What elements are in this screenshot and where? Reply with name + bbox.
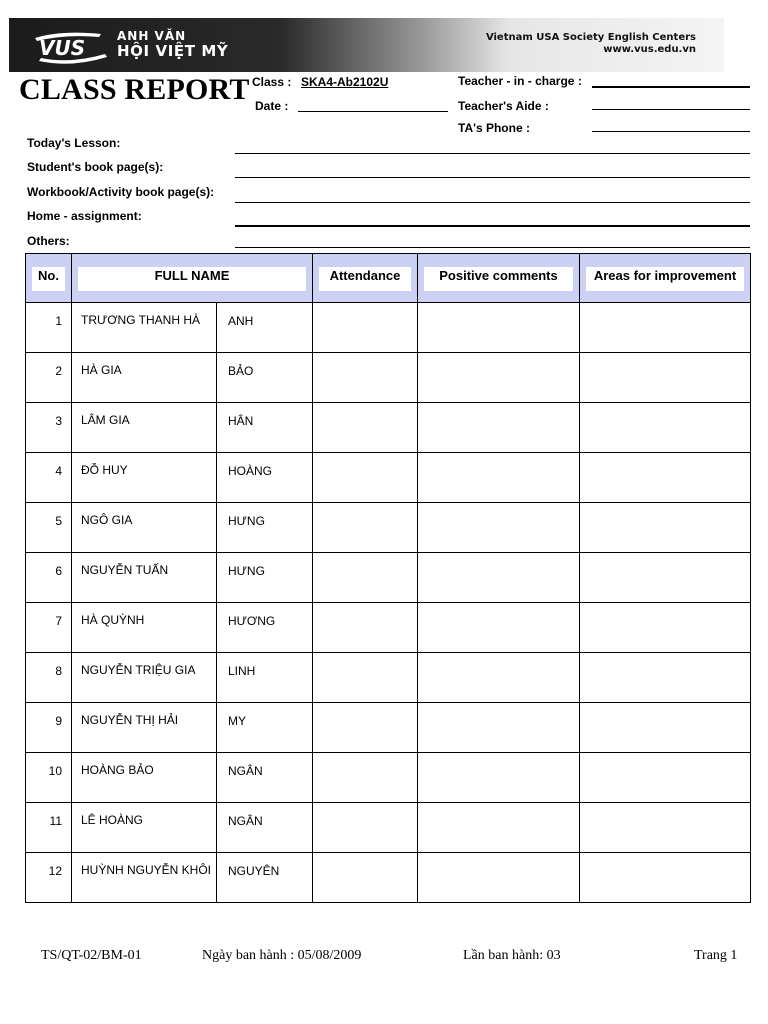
row-number: 5 bbox=[26, 503, 72, 553]
improvement-cell[interactable] bbox=[580, 453, 751, 503]
home-assignment-label: Home - assignment: bbox=[27, 209, 142, 223]
attendance-cell[interactable] bbox=[313, 803, 418, 853]
student-last-name: LÊ HOÀNG bbox=[72, 803, 217, 853]
table-row bbox=[26, 803, 751, 853]
footer-revision: Lần ban hành: 03 bbox=[463, 948, 561, 963]
improvement-cell[interactable] bbox=[580, 603, 751, 653]
row-number: 3 bbox=[26, 403, 72, 453]
ta-phone-field[interactable] bbox=[592, 131, 750, 132]
attendance-cell[interactable] bbox=[313, 403, 418, 453]
positive-comments-cell[interactable] bbox=[418, 753, 580, 803]
student-last-name: ĐỖ HUY bbox=[72, 453, 217, 503]
student-last-name: HÀ GIA bbox=[72, 353, 217, 403]
row-number: 11 bbox=[26, 803, 72, 853]
positive-comments-cell[interactable] bbox=[418, 303, 580, 353]
student-book-field[interactable] bbox=[235, 177, 750, 178]
header-attendance: Attendance bbox=[313, 254, 418, 303]
banner-tagline-block bbox=[486, 32, 696, 56]
table-header-row bbox=[26, 254, 751, 303]
attendance-cell[interactable] bbox=[313, 553, 418, 603]
todays-lesson-label: Today's Lesson: bbox=[27, 136, 121, 150]
header-full-name: FULL NAME bbox=[72, 254, 313, 303]
teacher-label: Teacher - in - charge : bbox=[458, 74, 582, 88]
table-row bbox=[26, 703, 751, 753]
improvement-cell[interactable] bbox=[580, 353, 751, 403]
header-no: No. bbox=[26, 254, 72, 303]
table-row bbox=[26, 603, 751, 653]
aide-field[interactable] bbox=[592, 109, 750, 110]
attendance-cell[interactable] bbox=[313, 753, 418, 803]
improvement-cell[interactable] bbox=[580, 503, 751, 553]
table-row bbox=[26, 503, 751, 553]
improvement-cell[interactable] bbox=[580, 803, 751, 853]
table-row bbox=[26, 453, 751, 503]
row-number: 4 bbox=[26, 453, 72, 503]
student-first-name: HÂN bbox=[217, 403, 313, 453]
class-report-table bbox=[25, 253, 751, 903]
row-number: 1 bbox=[26, 303, 72, 353]
improvement-cell[interactable] bbox=[580, 553, 751, 603]
improvement-cell[interactable] bbox=[580, 853, 751, 903]
positive-comments-cell[interactable] bbox=[418, 603, 580, 653]
improvement-cell[interactable] bbox=[580, 653, 751, 703]
student-last-name: NGUYỄN TRIỆU GIA bbox=[72, 653, 217, 703]
table-row bbox=[26, 553, 751, 603]
row-number: 10 bbox=[26, 753, 72, 803]
row-number: 2 bbox=[26, 353, 72, 403]
attendance-cell[interactable] bbox=[313, 853, 418, 903]
logo-text: VUS bbox=[39, 36, 86, 60]
home-assignment-field[interactable] bbox=[235, 225, 750, 227]
positive-comments-cell[interactable] bbox=[418, 503, 580, 553]
student-first-name: HOÀNG bbox=[217, 453, 313, 503]
brand-line-1: ANH VĂN bbox=[117, 29, 187, 43]
student-first-name: MY bbox=[217, 703, 313, 753]
attendance-cell[interactable] bbox=[313, 503, 418, 553]
footer-page-number: Trang 1 bbox=[694, 948, 738, 963]
student-first-name: ANH bbox=[217, 303, 313, 353]
table-row bbox=[26, 303, 751, 353]
improvement-cell[interactable] bbox=[580, 303, 751, 353]
positive-comments-cell[interactable] bbox=[418, 653, 580, 703]
others-field[interactable] bbox=[235, 247, 750, 248]
student-first-name: HƯNG bbox=[217, 553, 313, 603]
banner-website: www.vus.edu.vn bbox=[603, 44, 696, 55]
positive-comments-cell[interactable] bbox=[418, 453, 580, 503]
student-last-name: HOÀNG BẢO bbox=[72, 753, 217, 803]
page-title: CLASS REPORT bbox=[19, 73, 250, 106]
date-label: Date : bbox=[255, 99, 289, 113]
footer-issue-date: Ngày ban hành : 05/08/2009 bbox=[202, 948, 362, 963]
improvement-cell[interactable] bbox=[580, 403, 751, 453]
date-field[interactable] bbox=[298, 111, 448, 112]
row-number: 12 bbox=[26, 853, 72, 903]
positive-comments-cell[interactable] bbox=[418, 803, 580, 853]
attendance-cell[interactable] bbox=[313, 603, 418, 653]
footer-form-code: TS/QT-02/BM-01 bbox=[41, 948, 142, 963]
row-number: 7 bbox=[26, 603, 72, 653]
student-last-name: NGUYỄN TUẤN bbox=[72, 553, 217, 603]
table-row bbox=[26, 403, 751, 453]
class-value: SKA4-Ab2102U bbox=[301, 75, 389, 89]
attendance-cell[interactable] bbox=[313, 653, 418, 703]
row-number: 8 bbox=[26, 653, 72, 703]
positive-comments-cell[interactable] bbox=[418, 853, 580, 903]
header-positive-comments: Positive comments bbox=[418, 254, 580, 303]
aide-label: Teacher's Aide : bbox=[458, 99, 549, 113]
brand-name bbox=[117, 30, 228, 59]
attendance-cell[interactable] bbox=[313, 453, 418, 503]
student-last-name: HUỲNH NGUYỄN KHÔI bbox=[72, 853, 217, 903]
student-last-name: HÀ QUỲNH bbox=[72, 603, 217, 653]
others-label: Others: bbox=[27, 234, 70, 248]
positive-comments-cell[interactable] bbox=[418, 553, 580, 603]
improvement-cell[interactable] bbox=[580, 753, 751, 803]
table-row bbox=[26, 353, 751, 403]
workbook-field[interactable] bbox=[235, 202, 750, 203]
header-areas-for-improvement: Areas for improvement bbox=[580, 254, 751, 303]
student-last-name: LÂM GIA bbox=[72, 403, 217, 453]
student-last-name: TRƯƠNG THANH HÀ bbox=[72, 303, 217, 353]
student-first-name: NGÂN bbox=[217, 803, 313, 853]
student-first-name: BẢO bbox=[217, 353, 313, 403]
student-last-name: NGUYỄN THỊ HẢI bbox=[72, 703, 217, 753]
table-row bbox=[26, 653, 751, 703]
positive-comments-cell[interactable] bbox=[418, 353, 580, 403]
todays-lesson-field[interactable] bbox=[235, 153, 750, 154]
positive-comments-cell[interactable] bbox=[418, 403, 580, 453]
row-number: 6 bbox=[26, 553, 72, 603]
student-book-label: Student's book page(s): bbox=[27, 160, 164, 174]
student-first-name: HƯNG bbox=[217, 503, 313, 553]
positive-comments-cell[interactable] bbox=[418, 703, 580, 753]
student-first-name: NGÂN bbox=[217, 753, 313, 803]
class-label: Class : bbox=[252, 75, 292, 89]
brand-line-2: HỘI VIỆT MỸ bbox=[117, 42, 229, 60]
student-last-name: NGÔ GIA bbox=[72, 503, 217, 553]
student-first-name: LINH bbox=[217, 653, 313, 703]
teacher-field[interactable] bbox=[592, 86, 750, 88]
workbook-label: Workbook/Activity book page(s): bbox=[27, 185, 215, 199]
attendance-cell[interactable] bbox=[313, 703, 418, 753]
banner-tagline: Vietnam USA Society English Centers bbox=[485, 32, 696, 43]
student-first-name: NGUYÊN bbox=[217, 853, 313, 903]
student-first-name: HƯƠNG bbox=[217, 603, 313, 653]
header-banner bbox=[9, 18, 724, 72]
table-row bbox=[26, 853, 751, 903]
ta-phone-label: TA's Phone : bbox=[458, 121, 530, 135]
attendance-cell[interactable] bbox=[313, 353, 418, 403]
table-row bbox=[26, 753, 751, 803]
vus-logo bbox=[31, 28, 111, 64]
class-table-container bbox=[25, 253, 750, 903]
attendance-cell[interactable] bbox=[313, 303, 418, 353]
row-number: 9 bbox=[26, 703, 72, 753]
improvement-cell[interactable] bbox=[580, 703, 751, 753]
